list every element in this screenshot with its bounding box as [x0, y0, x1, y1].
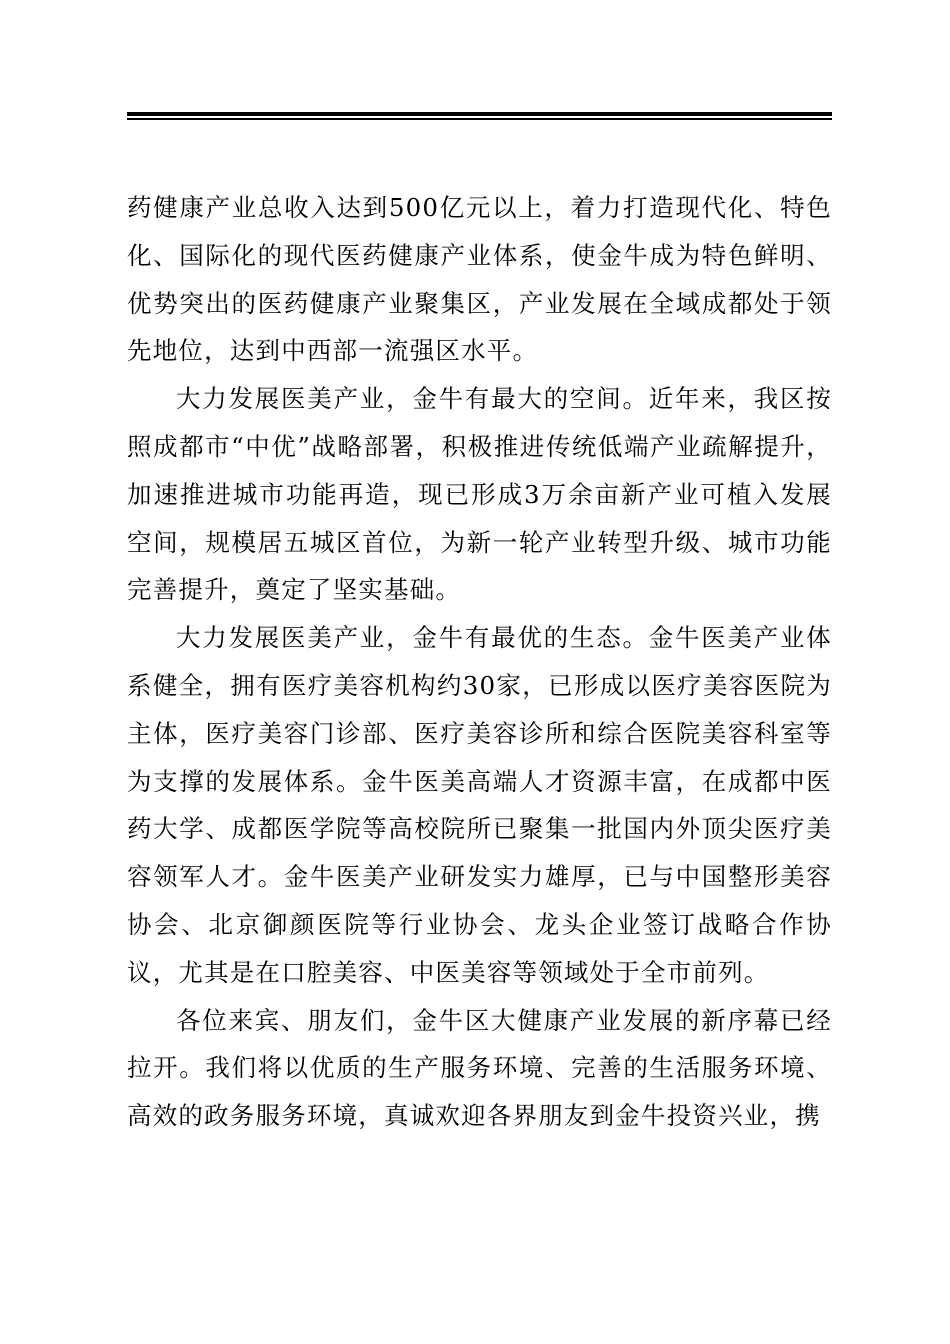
- document-body: [127, 184, 832, 1140]
- header-double-rule: [127, 112, 832, 120]
- paragraph-space: 大力发展医美产业，金牛有最大的空间。近年来，我区按照成都市“中优”战略部署，积极推进传统低端产业疏解提升，加速推进城市功能再造，现已形成3万余亩新产业可植入发展空间，规模居五城区首位，为新一轮产业转型升级、城市功能完善提升，奠定了坚实基础。: [127, 384, 832, 605]
- paragraph-ecology: 大力发展医美产业，金牛有最优的生态。金牛医美产业体系健全，拥有医疗美容机构约30家，已形成以医疗美容医院为主体，医疗美容门诊部、医疗美容诊所和综合医院美容科室等为支撑的发展体系。金牛医美高端人才资源丰富，在成都中医药大学、成都医学院等高校院所已聚集一批国内外顶尖医疗美容领军人才。金牛医美产业研发实力雄厚，已与中国整形美容协会、北京御颜医院等行业协会、龙头企业签订战略合作协议，尤其是在口腔美容、中医美容等领域处于全市前列。: [127, 623, 832, 987]
- paragraph-continuation: 药健康产业总收入达到500亿元以上，着力打造现代化、特色化、国际化的现代医药健康产业体系，使金牛成为特色鲜明、优势突出的医药健康产业聚集区，产业发展在全域成都处于领先地位，达到中西部一流强区水平。: [127, 193, 832, 366]
- header-rule-thick: [127, 112, 832, 116]
- header-rule-thin: [127, 118, 832, 120]
- paragraph-closing: 各位来宾、朋友们，金牛区大健康产业发展的新序幕已经拉开。我们将以优质的生产服务环境、完善的生活服务环境、高效的政务服务环境，真诚欢迎各界朋友到金牛投资兴业，携: [127, 1005, 832, 1131]
